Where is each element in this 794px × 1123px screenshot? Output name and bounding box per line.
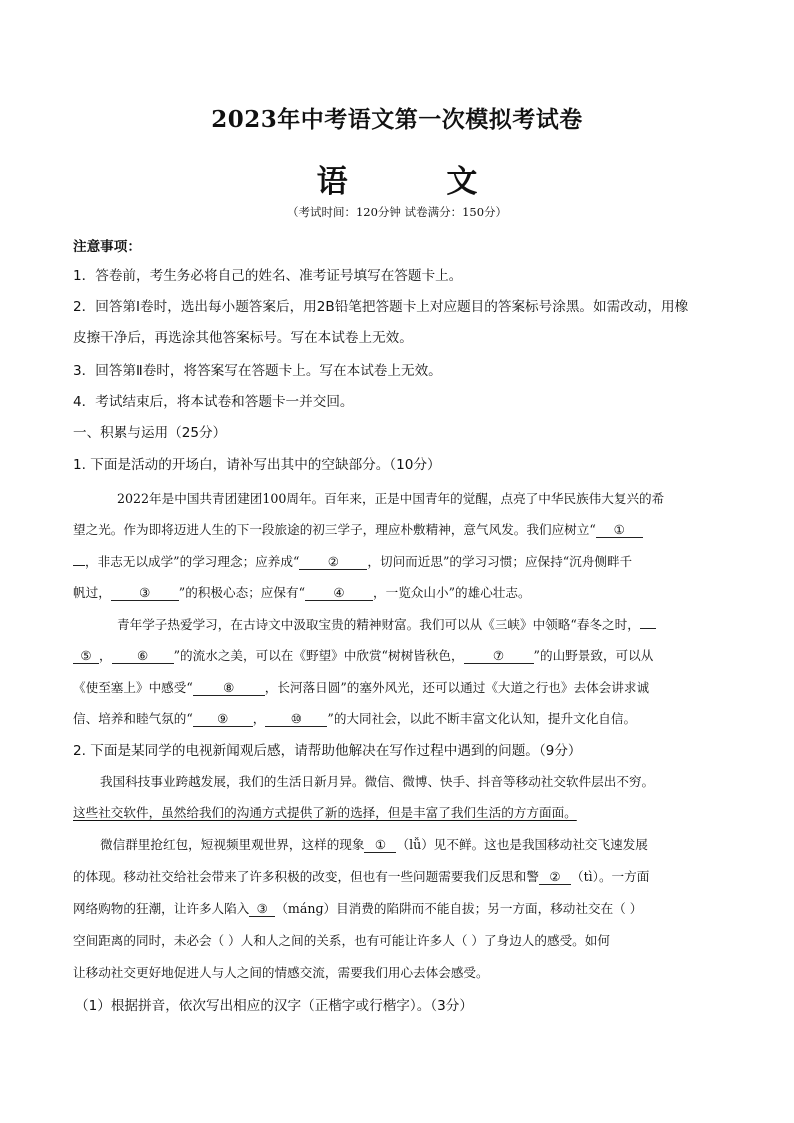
blank-7: ⑦ <box>464 648 534 664</box>
q1-text: ”的山野景致，可以从 <box>533 648 654 663</box>
instruction-1: 1．答卷前，考生务必将自己的姓名、准考证号填写在答题卡上。 <box>73 268 463 284</box>
q1-passage-line <box>117 614 725 633</box>
q2-passage-line: 让移动社交更好地促进人与人之间的情感交流，需要我们用心去体会感受。 <box>73 965 489 980</box>
q2-subquestion-1: （1）根据拼音，依次写出相应的汉字（正楷字或行楷字）。（3分） <box>75 998 473 1014</box>
section-1-heading: 一、积累与运用（25分） <box>73 425 227 441</box>
q1-text: ”的大同社会，以此不断丰富文化认知，提升文化自信。 <box>327 711 637 726</box>
q1-text: ，一览众山小”的雄心壮志。 <box>373 585 531 600</box>
q2-text: 微信群里抢红包，短视频里观世界，这样的现象 <box>100 837 365 852</box>
q1-passage-line <box>73 582 725 601</box>
blank-5: ⑤ <box>73 648 99 664</box>
q1-text: ”的积极心态；应保有“ <box>178 585 306 600</box>
q2-text: （lǚ）见不鲜。这也是我国移动社交飞速发展 <box>396 837 648 852</box>
subject-title: 语 文 <box>316 164 522 200</box>
q2-passage-line <box>100 834 725 853</box>
blank-9: ⑨ <box>193 711 253 727</box>
q1-passage-line: 2022年是中国共青团建团100周年。百年来，正是中国青年的觉醒，点亮了中华民族伟大复兴的希 <box>117 491 665 506</box>
blank-1-tail <box>73 565 85 566</box>
q1-text: 信、培养和睦气氛的“ <box>73 711 193 726</box>
q2-text: 网络购物的狂潮，让许多人陷入 <box>73 901 250 916</box>
q2-passage-line <box>73 898 725 917</box>
q1-text: 青年学子热爱学习，在古诗文中汲取宝贵的精神财富。我们可以从《三峡》中领略“春冬之时， <box>117 617 640 632</box>
q1-text: ，切问而近思”的学习习惯；应保持“沉舟侧畔千 <box>367 554 633 569</box>
instruction-2-line2: 皮擦干净后，再选涂其他答案标号。写在本试卷上无效。 <box>73 330 413 346</box>
blank-10: ⑩ <box>265 711 327 727</box>
q1-passage-line <box>73 551 725 570</box>
instruction-3: 3．回答第Ⅱ卷时，将答案写在答题卡上。写在本试卷上无效。 <box>73 363 442 379</box>
question-2-prompt: 2. 下面是某同学的电视新闻观后感，请帮助他解决在写作过程中遇到的问题。（9分） <box>73 743 582 759</box>
exam-info: （考试时间：120分钟 试卷满分：150分） <box>286 205 508 219</box>
q1-passage-line: ⑤ ， ⑥ ”的流水之美，可以在《野望》中欣赏“树树皆秋色， ⑦ ”的山野景致，可以从 <box>73 645 725 664</box>
instruction-2-line1: 2．回答第Ⅰ卷时，选出每小题答案后，用2B铅笔把答题卡上对应题目的答案标号涂黑。如需改动，用橡 <box>73 299 689 315</box>
q1-passage-line <box>73 677 725 696</box>
blank-2: ② <box>299 554 367 570</box>
q2-passage-line: 我国科技事业跨越发展，我们的生活日新月异。微信、微博、快手、抖音等移动社交软件层出不穷。 <box>100 774 655 789</box>
q1-passage-line: 信、培养和睦气氛的“ ⑨ ， ⑩ ”的大同社会，以此不断丰富文化认知，提升文化自信。 <box>73 711 637 726</box>
q1-text: ，非志无以成学”的学习理念；应养成“ <box>85 554 300 569</box>
blank-6: ⑥ <box>112 648 174 664</box>
instruction-4: 4．考试结束后，将本试卷和答题卡一并交回。 <box>73 394 354 410</box>
q1-passage-line <box>73 519 725 538</box>
blank-1: ① <box>596 522 643 538</box>
q1-text: 《使至塞上》中感受“ <box>73 680 193 695</box>
q1-text: 帆过， <box>73 585 111 600</box>
question-1-prompt: 1. 下面是活动的开场白，请补写出其中的空缺部分。（10分） <box>73 457 441 473</box>
q2-text: （mánɡ）目消费的陷阱而不能自拔；另一方面，移动社交在（ ） <box>275 901 643 916</box>
exam-title: 2023年中考语文第一次模拟考试卷 <box>211 106 583 133</box>
blank-4: ④ <box>305 585 373 601</box>
q2-text: （tì）。一方面 <box>570 869 650 884</box>
q1-text: ”的流水之美，可以在《野望》中欣赏“树树皆秋色， <box>173 648 464 663</box>
q2-underlined-sentence: 这些社交软件，虽然给我们的沟通方式提供了新的选择，但是丰富了我们生活的方方面面。 <box>73 805 577 820</box>
instructions-heading: 注意事项： <box>73 239 141 255</box>
blank-5-head <box>640 628 656 629</box>
q1-text: ，长河落日圆”的塞外风光，还可以通过《大道之行也》去体会讲求诚 <box>264 680 650 695</box>
blank-3: ③ <box>111 585 179 601</box>
q2-blank-1: ① <box>364 837 396 853</box>
q2-passage-line <box>73 866 725 885</box>
q2-blank-3: ③ <box>249 901 275 917</box>
q2-blank-2: ② <box>539 869 571 885</box>
q1-text: 望之光。作为即将迈进人生的下一段旅途的初三学子，理应朴敷精神，意气风发。我们应树立“ <box>73 522 596 537</box>
q2-passage-line: 空间距离的同时，未必会（ ）人和人之间的关系，也有可能让许多人（ ）了身边人的感受。如何 <box>73 933 610 948</box>
blank-8: ⑧ <box>193 680 265 696</box>
q2-text: 的体现。移动社交给社会带来了许多积极的改变，但也有一些问题需要我们反思和警 <box>73 869 539 884</box>
